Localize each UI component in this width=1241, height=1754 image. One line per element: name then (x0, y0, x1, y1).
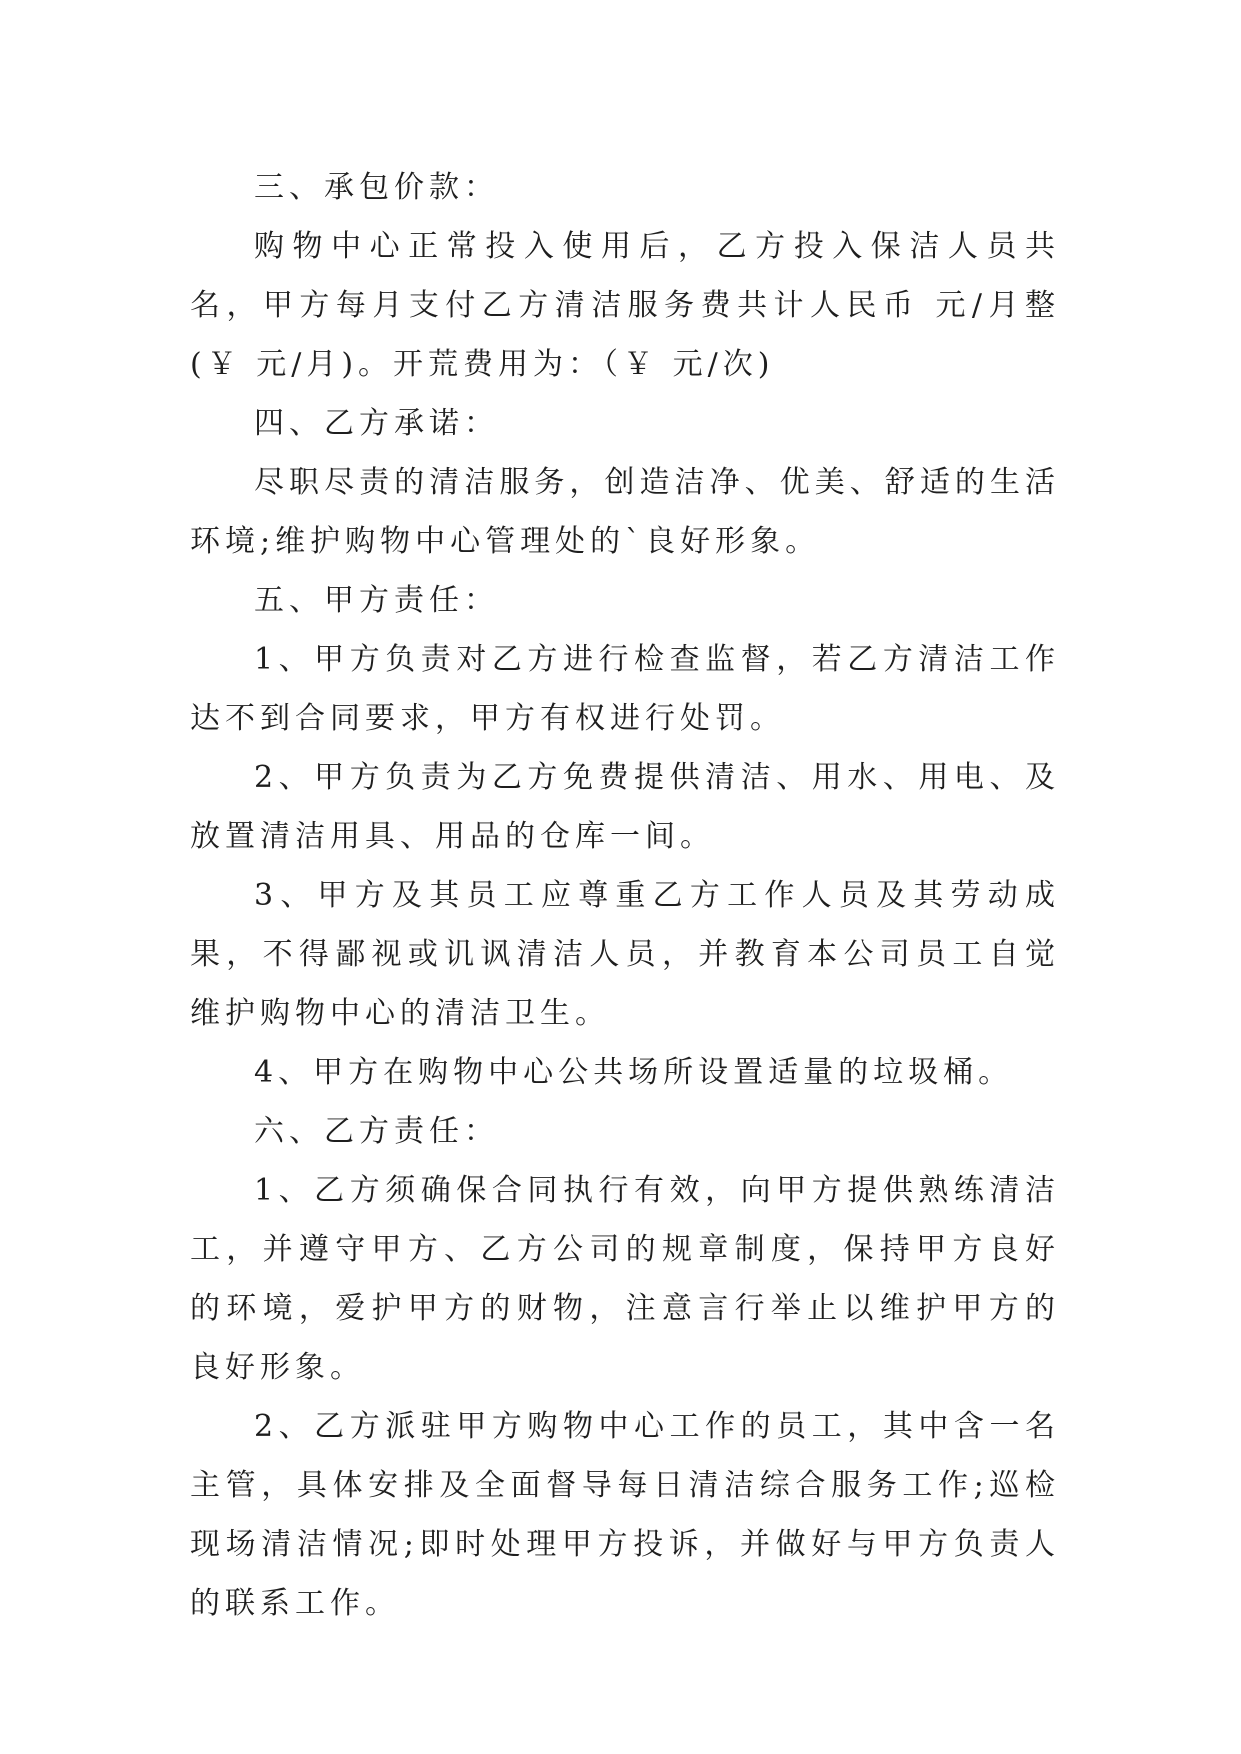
section-3-heading: 三、承包价款： (254, 170, 499, 205)
section-5-heading: 五、甲方责任： (254, 583, 499, 618)
document-body (190, 158, 1060, 1633)
section-6-item-1: 1、乙方须确保合同执行有效，向甲方提供熟练清洁工，并遵守甲方、乙方公司的规章制度，保持甲方良好的环境，爱护甲方的财物，注意言行举止以维护甲方的良好形象。 (190, 1173, 1060, 1385)
section-3-paragraph: 购物中心正常投入使用后，乙方投入保洁人员共 名，甲方每月支付乙方清洁服务费共计人民币 元/月整(￥ 元/月)。开荒费用为：（￥ 元/次) (190, 229, 1060, 382)
section-5-item-2: 2、甲方负责为乙方免费提供清洁、用水、用电、及放置清洁用具、用品的仓库一间。 (190, 760, 1060, 854)
section-6-item-2: 2、乙方派驻甲方购物中心工作的员工，其中含一名主管，具体安排及全面督导每日清洁综合服务工作;巡检现场清洁情况;即时处理甲方投诉，并做好与甲方负责人的联系工作。 (190, 1409, 1060, 1621)
section-4-heading: 四、乙方承诺： (254, 406, 499, 441)
section-5-item-1: 1、甲方负责对乙方进行检查监督，若乙方清洁工作达不到合同要求，甲方有权进行处罚。 (190, 642, 1060, 736)
section-4-paragraph: 尽职尽责的清洁服务，创造洁净、优美、舒适的生活环境;维护购物中心管理处的`良好形象。 (190, 465, 1060, 559)
section-6-heading: 六、乙方责任： (254, 1114, 499, 1149)
section-5-item-3: 3、甲方及其员工应尊重乙方工作人员及其劳动成果，不得鄙视或讥讽清洁人员，并教育本公司员工自觉维护购物中心的清洁卫生。 (190, 878, 1060, 1031)
section-5-item-4: 4、甲方在购物中心公共场所设置适量的垃圾桶。 (254, 1055, 1014, 1090)
